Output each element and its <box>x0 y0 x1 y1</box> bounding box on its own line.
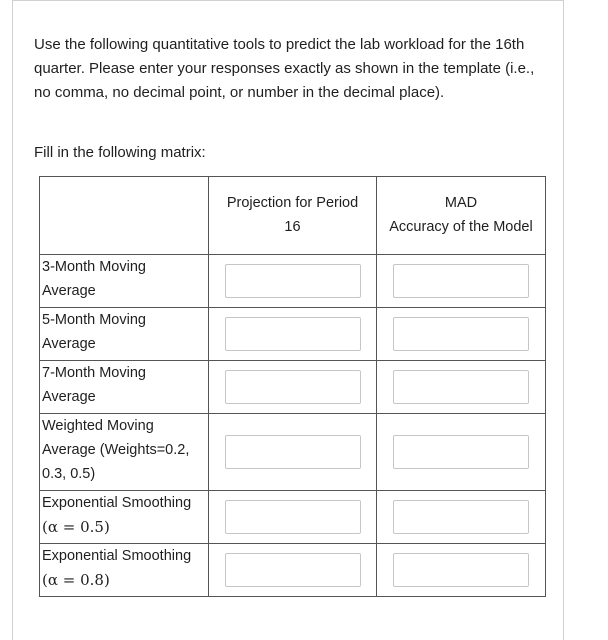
projection-input-3-month[interactable] <box>225 264 361 298</box>
header-projection-line1: Projection for Period <box>226 195 359 211</box>
row-label-5-month: 5-Month Moving Average <box>40 308 209 361</box>
mad-input-3-month[interactable] <box>393 264 529 298</box>
matrix-header-row <box>40 177 546 255</box>
projection-input-exp-0-5[interactable] <box>225 500 361 534</box>
mad-input-exp-0-8[interactable] <box>393 553 529 587</box>
table-row <box>40 308 546 361</box>
header-projection-line2: 16 <box>284 219 301 235</box>
table-row <box>40 544 546 597</box>
header-mad-line2: Accuracy of the Model <box>389 219 533 235</box>
header-mad-line1: MAD <box>444 195 478 211</box>
row-label-exp-0-8: Exponential Smoothing (α = 0.8) <box>40 544 209 597</box>
mad-input-exp-0-5[interactable] <box>393 500 529 534</box>
header-mad <box>377 177 546 255</box>
row-label-7-month: 7-Month Moving Average <box>40 361 209 414</box>
question-instructions: Use the following quantitative tools to predict the lab workload for the 16th quarter. Please enter your responses exactly as shown in the template (i.e., no comma, no decimal point, or number in the decimal place). <box>34 36 535 101</box>
row-label-3-month: 3-Month Moving Average <box>40 255 209 308</box>
projection-input-weighted[interactable] <box>225 435 361 469</box>
table-row <box>40 491 546 544</box>
table-row <box>40 255 546 308</box>
alpha-0-5-formula: (α = 0.5) <box>42 518 110 536</box>
mad-input-5-month[interactable] <box>393 317 529 351</box>
projection-input-exp-0-8[interactable] <box>225 553 361 587</box>
table-row <box>40 414 546 491</box>
forecast-matrix <box>39 176 546 597</box>
alpha-0-8-formula: (α = 0.8) <box>42 571 110 589</box>
fill-prompt: Fill in the following matrix: <box>34 144 206 161</box>
row-label-exp-0-5: Exponential Smoothing (α = 0.5) <box>40 491 209 544</box>
projection-input-7-month[interactable] <box>225 370 361 404</box>
header-projection <box>209 177 377 255</box>
mad-input-weighted[interactable] <box>393 435 529 469</box>
table-row <box>40 361 546 414</box>
row-label-weighted: Weighted Moving Average (Weights=0.2, 0.3, 0.5) <box>40 414 209 491</box>
matrix-corner-cell <box>40 177 209 255</box>
projection-input-5-month[interactable] <box>225 317 361 351</box>
mad-input-7-month[interactable] <box>393 370 529 404</box>
